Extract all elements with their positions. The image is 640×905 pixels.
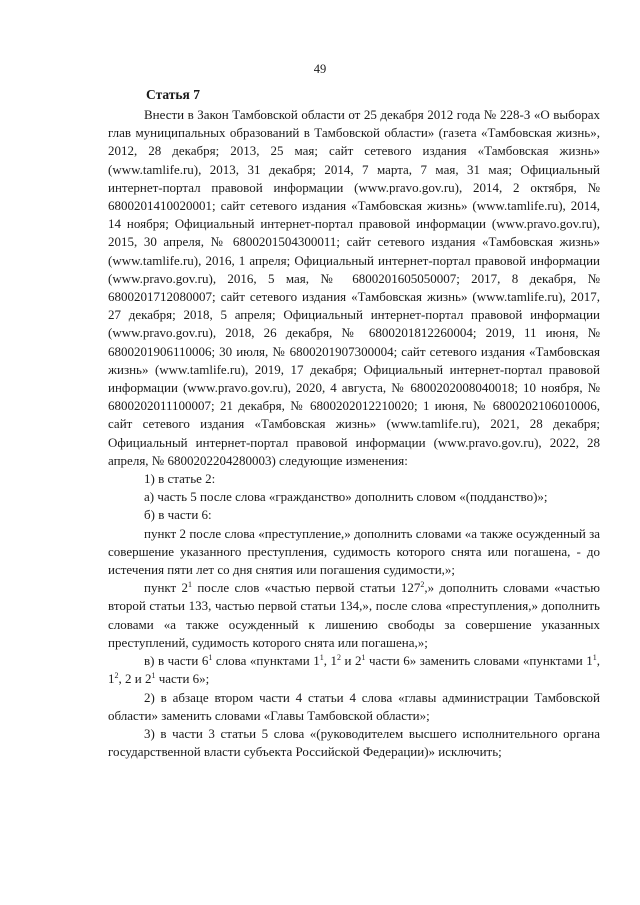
list-item: а) часть 5 после слова «гражданство» дополнить словом «(подданство)»;: [144, 489, 548, 505]
list-item: 3) в части 3 статьи 5 слова «(руководителем высшего исполнительного органа государственной власти субъекта Российской Федерации)» исключить;: [108, 725, 600, 760]
page-number: 49: [313, 62, 327, 76]
list-item: в) в части $6^1$ слова «пунктами $1^1$, $1^2$ и $2^1$ части 6» заменить словами «пунктами $1^1$, $1^2$, 2 и $2^1$ части 6»;: [108, 653, 600, 687]
document-body: [108, 106, 600, 761]
article-title: Статья 7: [146, 87, 200, 102]
list-item: пункт $2^1$ после слов «частью первой статьи $127^2$,» дополнить словами «частью второй статьи 133, частью первой статьи 134,», после слова «преступления,» дополнить словами «а также осужденный к лишению свободы за совершение указанных преступлений, судимость которого снята или погашена,»;: [108, 580, 600, 650]
intro-paragraph: Внести в Закон Тамбовской области от 25 декабря 2012 года № 228-З «О выборах глав муниципальных образований в Тамбовской области» (газета «Тамбовская жизнь», 2012, 28 декабря; 2013, 25 мая; сайт сетевого издания «Тамбовская жизнь» (www.tamlife.ru), 2013, 31 декабря; 2014, 7 марта, 7 мая, 31 мая; Официальный интернет-портал правовой информации (www.pravo.gov.ru), 2014, 2 октября, № 6800201410020001; сайт сетевого издания «Тамбовская жизнь» (www.tamlife.ru), 2014, 14 ноября; Официальный интернет-портал правовой информации (www.pravo.gov.ru), 2015, 30 апреля, № 6800201504300011; сайт сетевого издания «Тамбовская жизнь» (www.tamlife.ru), 2016, 1 апреля; Официальный интернет-портал правовой информации (www.pravo.gov.ru), 2016, 5 мая, № 6800201605050007; 2017, 8 декабря, № 6800201712080007; сайт сетевого издания «Тамбовская жизнь» (www.tamlife.ru), 2017, 27 декабря; 2018, 5 апреля; Официальный интернет-портал правовой информации (www.pravo.gov.ru), 2018, 26 декабря, № 6800201812260004; 2019, 11 июня, № 6800201906110006; 30 июля, № 6800201907300004; сайт сетевого издания «Тамбовская жизнь» (www.tamlife.ru), 2019, 17 декабря; Официальный интернет-портал правовой информации (www.pravo.gov.ru), 2020, 4 августа, № 6800202008040018; 10 ноября, № 6800202011100007; 21 декабря, № 6800202012210020; 1 июня, № 6800202106010006, сайт сетевого издания «Тамбовская жизнь» (www.tamlife.ru), 2021, 28 декабря; Официальный интернет-портал правовой информации (www.pravo.gov.ru), 2022, 28 апреля, № 6800202204280003) следующие изменения:: [108, 107, 600, 468]
list-item: б) в части 6:: [144, 507, 212, 523]
list-item: 1) в статье 2:: [144, 471, 216, 487]
list-item: 2) в абзаце втором части 4 статьи 4 слова «главы администрации Тамбовской области» заменить словами «Главы Тамбовской области»;: [108, 689, 600, 723]
list-item: пункт 2 после слова «преступление,» дополнить словами «а также осужденный за совершение указанного преступления, судимость которого снята или погашена, - до истечения пяти лет со дня снятия или погашения судимости,»;: [108, 525, 600, 578]
